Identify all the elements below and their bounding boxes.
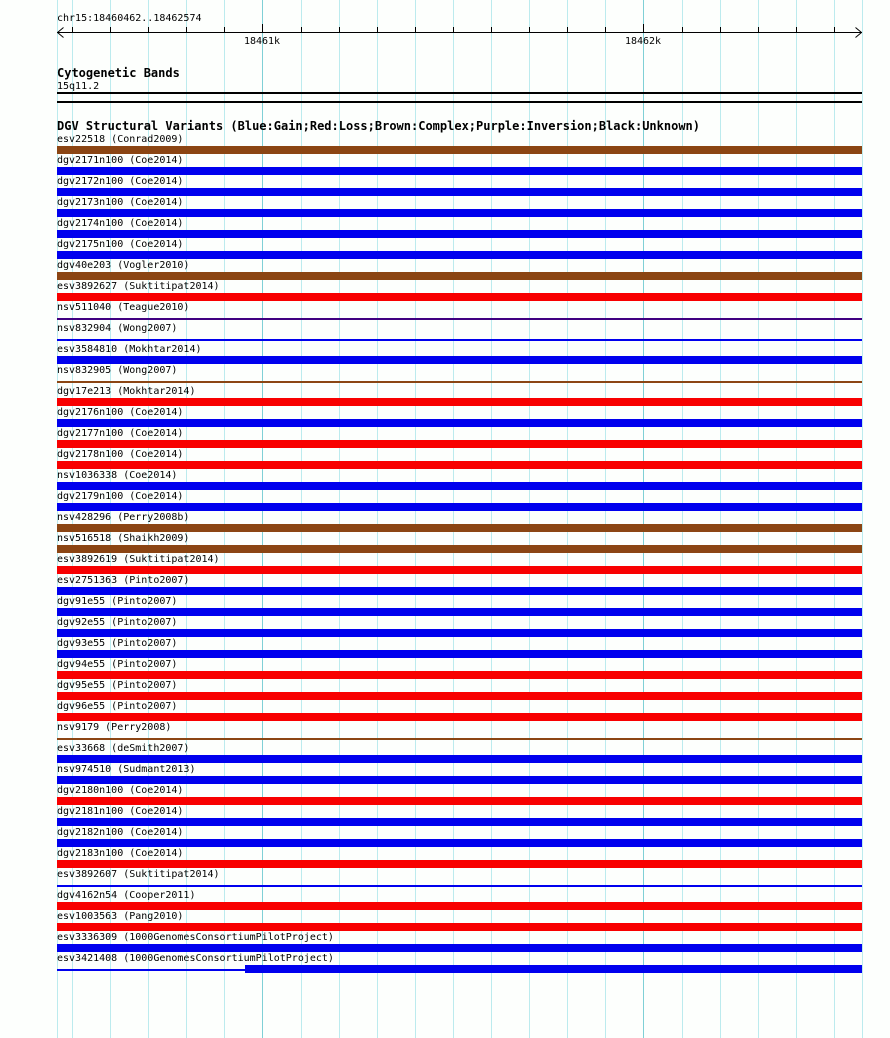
variant-label: esv3336309 (1000GenomesConsortiumPilotProject) — [57, 932, 334, 943]
variant-bar — [57, 671, 862, 679]
variant-row[interactable] — [57, 617, 862, 638]
variant-row[interactable] — [57, 365, 862, 386]
variant-label: nsv1036338 (Coe2014) — [57, 470, 178, 481]
gridline — [862, 0, 863, 1038]
variant-bar — [57, 713, 862, 721]
variant-bar — [57, 608, 862, 616]
variant-row[interactable] — [57, 764, 862, 785]
variant-row[interactable] — [57, 134, 862, 155]
variant-row[interactable] — [57, 281, 862, 302]
variant-row[interactable] — [57, 260, 862, 281]
variant-row[interactable] — [57, 638, 862, 659]
variant-row[interactable] — [57, 806, 862, 827]
variant-bar — [57, 230, 862, 238]
variant-line — [57, 885, 862, 887]
variant-label: dgv2172n100 (Coe2014) — [57, 176, 184, 187]
variant-bar — [57, 272, 862, 280]
cytogenetic-band-glyph — [57, 92, 862, 103]
variant-row[interactable] — [57, 932, 862, 953]
variant-label: esv1003563 (Pang2010) — [57, 911, 184, 922]
variant-label: nsv974510 (Sudmant2013) — [57, 764, 196, 775]
variant-label: esv33668 (deSmith2007) — [57, 743, 190, 754]
variant-bar — [57, 566, 862, 574]
variant-bar — [57, 692, 862, 700]
variant-row[interactable] — [57, 512, 862, 533]
variant-row[interactable] — [57, 659, 862, 680]
variant-bar — [57, 293, 862, 301]
variant-bar — [57, 944, 862, 952]
variant-line — [57, 318, 862, 320]
variant-row[interactable] — [57, 827, 862, 848]
variant-label: esv2751363 (Pinto2007) — [57, 575, 190, 586]
ruler-tick-label: 18462k — [624, 36, 662, 47]
variant-label: dgv94e55 (Pinto2007) — [57, 659, 178, 670]
variant-bar — [57, 797, 862, 805]
variant-bar — [57, 482, 862, 490]
variant-bar — [245, 965, 862, 973]
variant-row[interactable] — [57, 302, 862, 323]
variant-row[interactable] — [57, 890, 862, 911]
variant-label: nsv832905 (Wong2007) — [57, 365, 178, 376]
variant-bar — [57, 860, 862, 868]
dgv-variant-rows — [57, 134, 862, 974]
variant-label: dgv2182n100 (Coe2014) — [57, 827, 184, 838]
variant-label: dgv92e55 (Pinto2007) — [57, 617, 178, 628]
variant-row[interactable] — [57, 449, 862, 470]
variant-label: esv3584810 (Mokhtar2014) — [57, 344, 202, 355]
variant-bar — [57, 188, 862, 196]
variant-row[interactable] — [57, 869, 862, 890]
variant-label: nsv516518 (Shaikh2009) — [57, 533, 190, 544]
variant-bar — [57, 209, 862, 217]
variant-row[interactable] — [57, 218, 862, 239]
variant-row[interactable] — [57, 470, 862, 491]
variant-bar — [57, 839, 862, 847]
cytogenetic-bands-track-title: Cytogenetic Bands — [57, 66, 180, 80]
variant-label: dgv2175n100 (Coe2014) — [57, 239, 184, 250]
variant-row[interactable] — [57, 407, 862, 428]
variant-label: dgv2183n100 (Coe2014) — [57, 848, 184, 859]
variant-row[interactable] — [57, 197, 862, 218]
ruler-tick-label: 18461k — [243, 36, 281, 47]
variant-bar — [57, 356, 862, 364]
variant-label: esv3421408 (1000GenomesConsortiumPilotProject) — [57, 953, 334, 964]
variant-bar — [57, 503, 862, 511]
variant-row[interactable] — [57, 554, 862, 575]
variant-bar — [57, 440, 862, 448]
variant-bar — [57, 251, 862, 259]
variant-label: nsv832904 (Wong2007) — [57, 323, 178, 334]
variant-label: dgv96e55 (Pinto2007) — [57, 701, 178, 712]
variant-line — [57, 339, 862, 341]
variant-label: esv3892607 (Suktitipat2014) — [57, 869, 220, 880]
variant-label: esv3892619 (Suktitipat2014) — [57, 554, 220, 565]
variant-label: nsv9179 (Perry2008) — [57, 722, 172, 733]
variant-bar — [57, 524, 862, 532]
variant-label: dgv4162n54 (Cooper2011) — [57, 890, 196, 901]
variant-row[interactable] — [57, 491, 862, 512]
cytogenetic-band-label: 15q11.2 — [57, 81, 100, 92]
variant-label: dgv2173n100 (Coe2014) — [57, 197, 184, 208]
variant-row[interactable] — [57, 239, 862, 260]
variant-label: dgv17e213 (Mokhtar2014) — [57, 386, 196, 397]
dgv-track-title: DGV Structural Variants (Blue:Gain;Red:Loss;Brown:Complex;Purple:Inversion;Black:Unknown) — [57, 119, 700, 133]
variant-bar — [57, 818, 862, 826]
variant-row[interactable] — [57, 911, 862, 932]
variant-bar — [57, 923, 862, 931]
variant-row[interactable] — [57, 785, 862, 806]
variant-label: dgv95e55 (Pinto2007) — [57, 680, 178, 691]
variant-label: dgv2180n100 (Coe2014) — [57, 785, 184, 796]
variant-label: dgv2181n100 (Coe2014) — [57, 806, 184, 817]
variant-label: esv22518 (Conrad2009) — [57, 134, 184, 145]
variant-bar — [57, 902, 862, 910]
variant-row[interactable] — [57, 533, 862, 554]
variant-bar — [57, 398, 862, 406]
variant-row[interactable] — [57, 344, 862, 365]
variant-label: dgv40e203 (Vogler2010) — [57, 260, 190, 271]
variant-label: dgv91e55 (Pinto2007) — [57, 596, 178, 607]
variant-row[interactable] — [57, 743, 862, 764]
variant-label: esv3892627 (Suktitipat2014) — [57, 281, 220, 292]
variant-line — [57, 738, 862, 740]
variant-row[interactable] — [57, 953, 862, 974]
variant-label: dgv93e55 (Pinto2007) — [57, 638, 178, 649]
ruler-tick-labels — [0, 0, 890, 50]
region-coordinates: chr15:18460462..18462574 — [57, 13, 202, 24]
variant-row[interactable] — [57, 386, 862, 407]
variant-bar — [57, 776, 862, 784]
variant-bar — [57, 629, 862, 637]
variant-row[interactable] — [57, 596, 862, 617]
variant-bar — [57, 419, 862, 427]
variant-label: dgv2179n100 (Coe2014) — [57, 491, 184, 502]
variant-line — [57, 969, 245, 971]
variant-label: dgv2178n100 (Coe2014) — [57, 449, 184, 460]
variant-bar — [57, 587, 862, 595]
variant-row[interactable] — [57, 155, 862, 176]
variant-bar — [57, 167, 862, 175]
variant-row[interactable] — [57, 428, 862, 449]
variant-line — [57, 381, 862, 383]
variant-row[interactable] — [57, 701, 862, 722]
variant-bar — [57, 146, 862, 154]
variant-row[interactable] — [57, 323, 862, 344]
variant-row[interactable] — [57, 848, 862, 869]
variant-label: dgv2171n100 (Coe2014) — [57, 155, 184, 166]
variant-label: nsv428296 (Perry2008b) — [57, 512, 190, 523]
variant-row[interactable] — [57, 176, 862, 197]
variant-bar — [57, 461, 862, 469]
variant-row[interactable] — [57, 680, 862, 701]
variant-row[interactable] — [57, 575, 862, 596]
variant-bar — [57, 755, 862, 763]
variant-label: nsv511040 (Teague2010) — [57, 302, 190, 313]
variant-bar — [57, 650, 862, 658]
variant-row[interactable] — [57, 722, 862, 743]
variant-bar — [57, 545, 862, 553]
variant-label: dgv2177n100 (Coe2014) — [57, 428, 184, 439]
variant-label: dgv2174n100 (Coe2014) — [57, 218, 184, 229]
variant-label: dgv2176n100 (Coe2014) — [57, 407, 184, 418]
